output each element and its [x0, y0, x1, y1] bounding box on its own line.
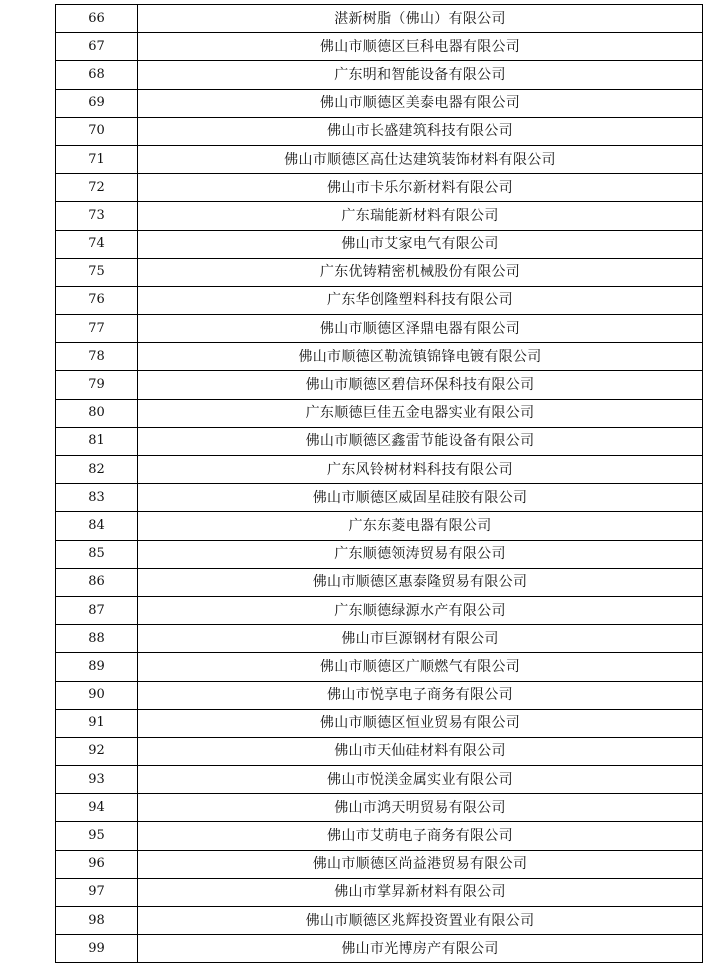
row-number-cell: 71 [56, 145, 138, 173]
table-row [56, 117, 703, 145]
table-row [56, 625, 703, 653]
company-name-cell: 广东华创隆塑料科技有限公司 [138, 286, 703, 314]
company-table [55, 4, 703, 963]
table-row [56, 456, 703, 484]
company-name-cell: 佛山市顺德区碧信环保科技有限公司 [138, 371, 703, 399]
row-number-cell: 79 [56, 371, 138, 399]
company-name-cell: 佛山市卡乐尔新材料有限公司 [138, 174, 703, 202]
table-row [56, 202, 703, 230]
table-row [56, 33, 703, 61]
company-name-cell: 佛山市鸿天明贸易有限公司 [138, 794, 703, 822]
company-name-cell: 佛山市顺德区高仕达建筑装饰材料有限公司 [138, 145, 703, 173]
company-name-cell: 佛山市顺德区勒流镇锦锋电镀有限公司 [138, 343, 703, 371]
company-name-cell: 佛山市艾家电气有限公司 [138, 230, 703, 258]
table-row [56, 315, 703, 343]
company-name-cell: 广东优铸精密机械股份有限公司 [138, 258, 703, 286]
row-number-cell: 67 [56, 33, 138, 61]
row-number-cell: 84 [56, 512, 138, 540]
table-row [56, 61, 703, 89]
row-number-cell: 97 [56, 878, 138, 906]
row-number-cell: 89 [56, 653, 138, 681]
table-row [56, 427, 703, 455]
row-number-cell: 82 [56, 456, 138, 484]
company-name-cell: 佛山市顺德区恒业贸易有限公司 [138, 709, 703, 737]
table-row [56, 766, 703, 794]
row-number-cell: 87 [56, 596, 138, 624]
company-name-cell: 佛山市顺德区广顺燃气有限公司 [138, 653, 703, 681]
row-number-cell: 95 [56, 822, 138, 850]
table-row [56, 89, 703, 117]
table-row [56, 399, 703, 427]
row-number-cell: 92 [56, 737, 138, 765]
row-number-cell: 83 [56, 484, 138, 512]
row-number-cell: 80 [56, 399, 138, 427]
company-name-cell: 佛山市顺德区兆辉投资置业有限公司 [138, 907, 703, 935]
row-number-cell: 78 [56, 343, 138, 371]
company-name-cell: 广东瑞能新材料有限公司 [138, 202, 703, 230]
company-name-cell: 佛山市天仙硅材料有限公司 [138, 737, 703, 765]
company-name-cell: 广东顺德绿源水产有限公司 [138, 596, 703, 624]
row-number-cell: 68 [56, 61, 138, 89]
company-name-cell: 广东东菱电器有限公司 [138, 512, 703, 540]
row-number-cell: 76 [56, 286, 138, 314]
row-number-cell: 96 [56, 850, 138, 878]
table-row [56, 737, 703, 765]
row-number-cell: 86 [56, 568, 138, 596]
company-name-cell: 湛新树脂（佛山）有限公司 [138, 5, 703, 33]
row-number-cell: 74 [56, 230, 138, 258]
table-row [56, 568, 703, 596]
company-name-cell: 佛山市顺德区威固星硅胶有限公司 [138, 484, 703, 512]
table-row [56, 512, 703, 540]
table-row [56, 540, 703, 568]
table-row [56, 286, 703, 314]
row-number-cell: 69 [56, 89, 138, 117]
table-row [56, 878, 703, 906]
table-row [56, 258, 703, 286]
row-number-cell: 77 [56, 315, 138, 343]
company-name-cell: 佛山市巨源钢材有限公司 [138, 625, 703, 653]
company-name-cell: 佛山市顺德区美泰电器有限公司 [138, 89, 703, 117]
table-row [56, 596, 703, 624]
row-number-cell: 66 [56, 5, 138, 33]
table-row [56, 709, 703, 737]
table-row [56, 343, 703, 371]
table-row [56, 653, 703, 681]
table-row [56, 230, 703, 258]
company-name-cell: 广东顺德领涛贸易有限公司 [138, 540, 703, 568]
table-row [56, 371, 703, 399]
table-row [56, 935, 703, 963]
table-row [56, 174, 703, 202]
company-name-cell: 佛山市顺德区尚益港贸易有限公司 [138, 850, 703, 878]
company-name-cell: 佛山市悦享电子商务有限公司 [138, 681, 703, 709]
row-number-cell: 99 [56, 935, 138, 963]
row-number-cell: 98 [56, 907, 138, 935]
row-number-cell: 88 [56, 625, 138, 653]
table-row [56, 5, 703, 33]
company-name-cell: 佛山市顺德区巨科电器有限公司 [138, 33, 703, 61]
company-name-cell: 佛山市顺德区泽鼎电器有限公司 [138, 315, 703, 343]
company-table-body [56, 5, 703, 963]
table-row [56, 907, 703, 935]
company-name-cell: 佛山市光博房产有限公司 [138, 935, 703, 963]
company-name-cell: 佛山市悦渼金属实业有限公司 [138, 766, 703, 794]
row-number-cell: 94 [56, 794, 138, 822]
table-row [56, 822, 703, 850]
company-name-cell: 佛山市掌昇新材料有限公司 [138, 878, 703, 906]
row-number-cell: 91 [56, 709, 138, 737]
company-name-cell: 广东明和智能设备有限公司 [138, 61, 703, 89]
table-row [56, 850, 703, 878]
company-name-cell: 佛山市顺德区鑫雷节能设备有限公司 [138, 427, 703, 455]
row-number-cell: 85 [56, 540, 138, 568]
table-row [56, 794, 703, 822]
company-name-cell: 佛山市顺德区惠泰隆贸易有限公司 [138, 568, 703, 596]
company-name-cell: 广东顺德巨佳五金电器实业有限公司 [138, 399, 703, 427]
row-number-cell: 73 [56, 202, 138, 230]
table-row [56, 681, 703, 709]
table-row [56, 484, 703, 512]
table-row [56, 145, 703, 173]
row-number-cell: 70 [56, 117, 138, 145]
company-name-cell: 广东风铃树材料科技有限公司 [138, 456, 703, 484]
company-name-cell: 佛山市长盛建筑科技有限公司 [138, 117, 703, 145]
row-number-cell: 93 [56, 766, 138, 794]
row-number-cell: 81 [56, 427, 138, 455]
row-number-cell: 75 [56, 258, 138, 286]
company-name-cell: 佛山市艾萌电子商务有限公司 [138, 822, 703, 850]
row-number-cell: 72 [56, 174, 138, 202]
row-number-cell: 90 [56, 681, 138, 709]
